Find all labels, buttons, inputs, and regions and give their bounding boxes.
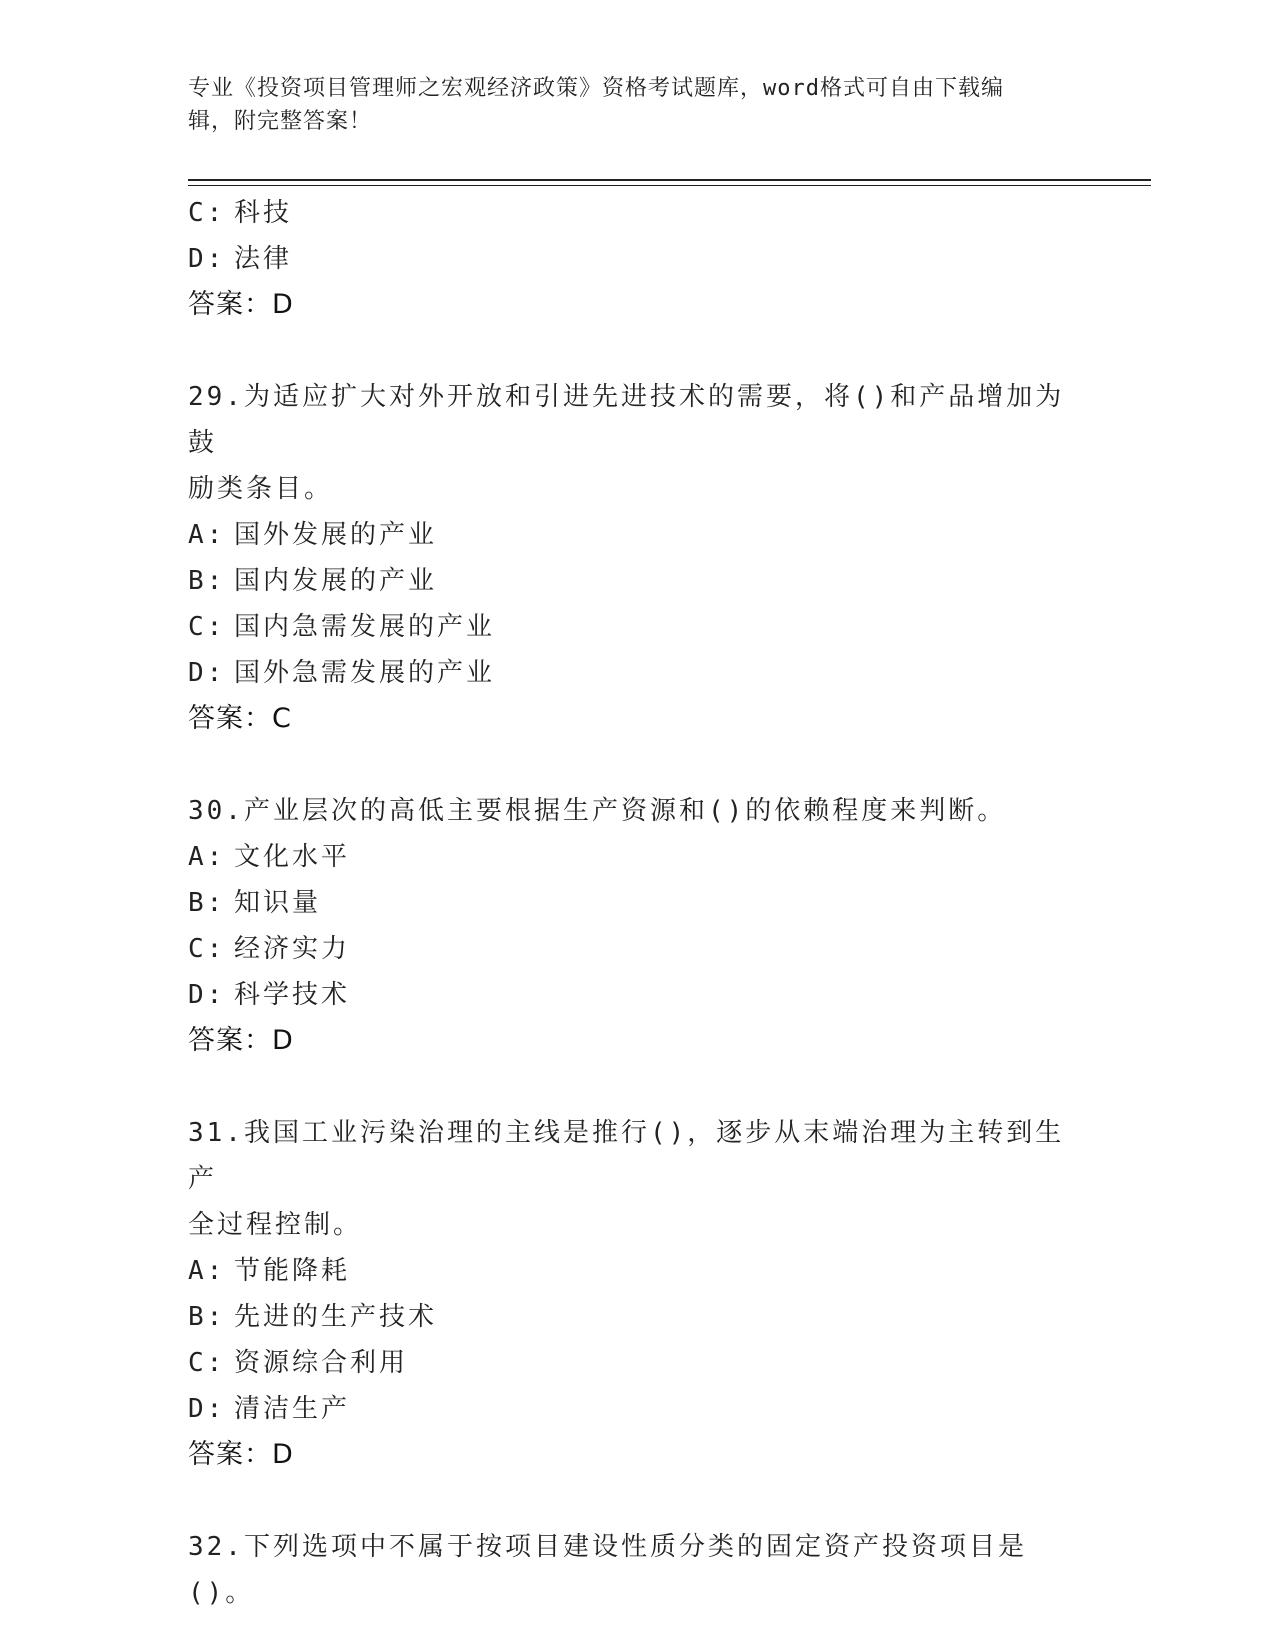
question-29 — [188, 374, 1088, 742]
option-d: D: 清洁生产 — [188, 1394, 351, 1424]
header-line-1: 专业《投资项目管理师之宏观经济政策》资格考试题库，word格式可自由下载编 — [188, 76, 1004, 101]
header-line-2: 辑，附完整答案！ — [188, 109, 373, 134]
question-stem-continued: 全过程控制。 — [188, 1210, 363, 1240]
question-list — [188, 190, 1088, 1616]
answer-line: 答案：D — [188, 1439, 294, 1470]
option-c: C: 国内急需发展的产业 — [188, 612, 496, 642]
option-b: B: 先进的生产技术 — [188, 1302, 438, 1332]
document-header — [188, 72, 1078, 138]
question-32 — [188, 1524, 1088, 1616]
option-c: C: 经济实力 — [188, 934, 351, 964]
question-stem: 30.产业层次的高低主要根据生产资源和()的依赖程度来判断。 — [188, 796, 1007, 826]
question-28-tail — [188, 190, 1088, 328]
spacer — [188, 1478, 1088, 1524]
spacer — [188, 328, 1088, 374]
answer-line: 答案：D — [188, 289, 294, 320]
question-31 — [188, 1110, 1088, 1478]
option-d: D: 法律 — [188, 244, 293, 274]
option-a: A: 节能降耗 — [188, 1256, 351, 1286]
question-stem: 32.下列选项中不属于按项目建设性质分类的固定资产投资项目是()。 — [188, 1532, 1027, 1608]
question-30 — [188, 788, 1088, 1064]
question-stem-continued: 励类条目。 — [188, 474, 334, 504]
spacer — [188, 1064, 1088, 1110]
option-b: B: 国内发展的产业 — [188, 566, 438, 596]
answer-line: 答案：D — [188, 1025, 294, 1056]
question-stem: 29.为适应扩大对外开放和引进先进技术的需要，将()和产品增加为鼓 — [188, 382, 1065, 458]
header-rule-thick — [188, 179, 1151, 181]
option-b: B: 知识量 — [188, 888, 322, 918]
question-stem: 31.我国工业污染治理的主线是推行()，逐步从末端治理为主转到生产 — [188, 1118, 1065, 1194]
option-c: C: 资源综合利用 — [188, 1348, 409, 1378]
option-a: A: 国外发展的产业 — [188, 520, 438, 550]
option-a: A: 文化水平 — [188, 842, 351, 872]
option-d: D: 国外急需发展的产业 — [188, 658, 496, 688]
answer-line: 答案：C — [188, 703, 292, 734]
option-c: C: 科技 — [188, 198, 293, 228]
header-rule-thin — [188, 185, 1151, 186]
option-d: D: 科学技术 — [188, 980, 351, 1010]
spacer — [188, 742, 1088, 788]
